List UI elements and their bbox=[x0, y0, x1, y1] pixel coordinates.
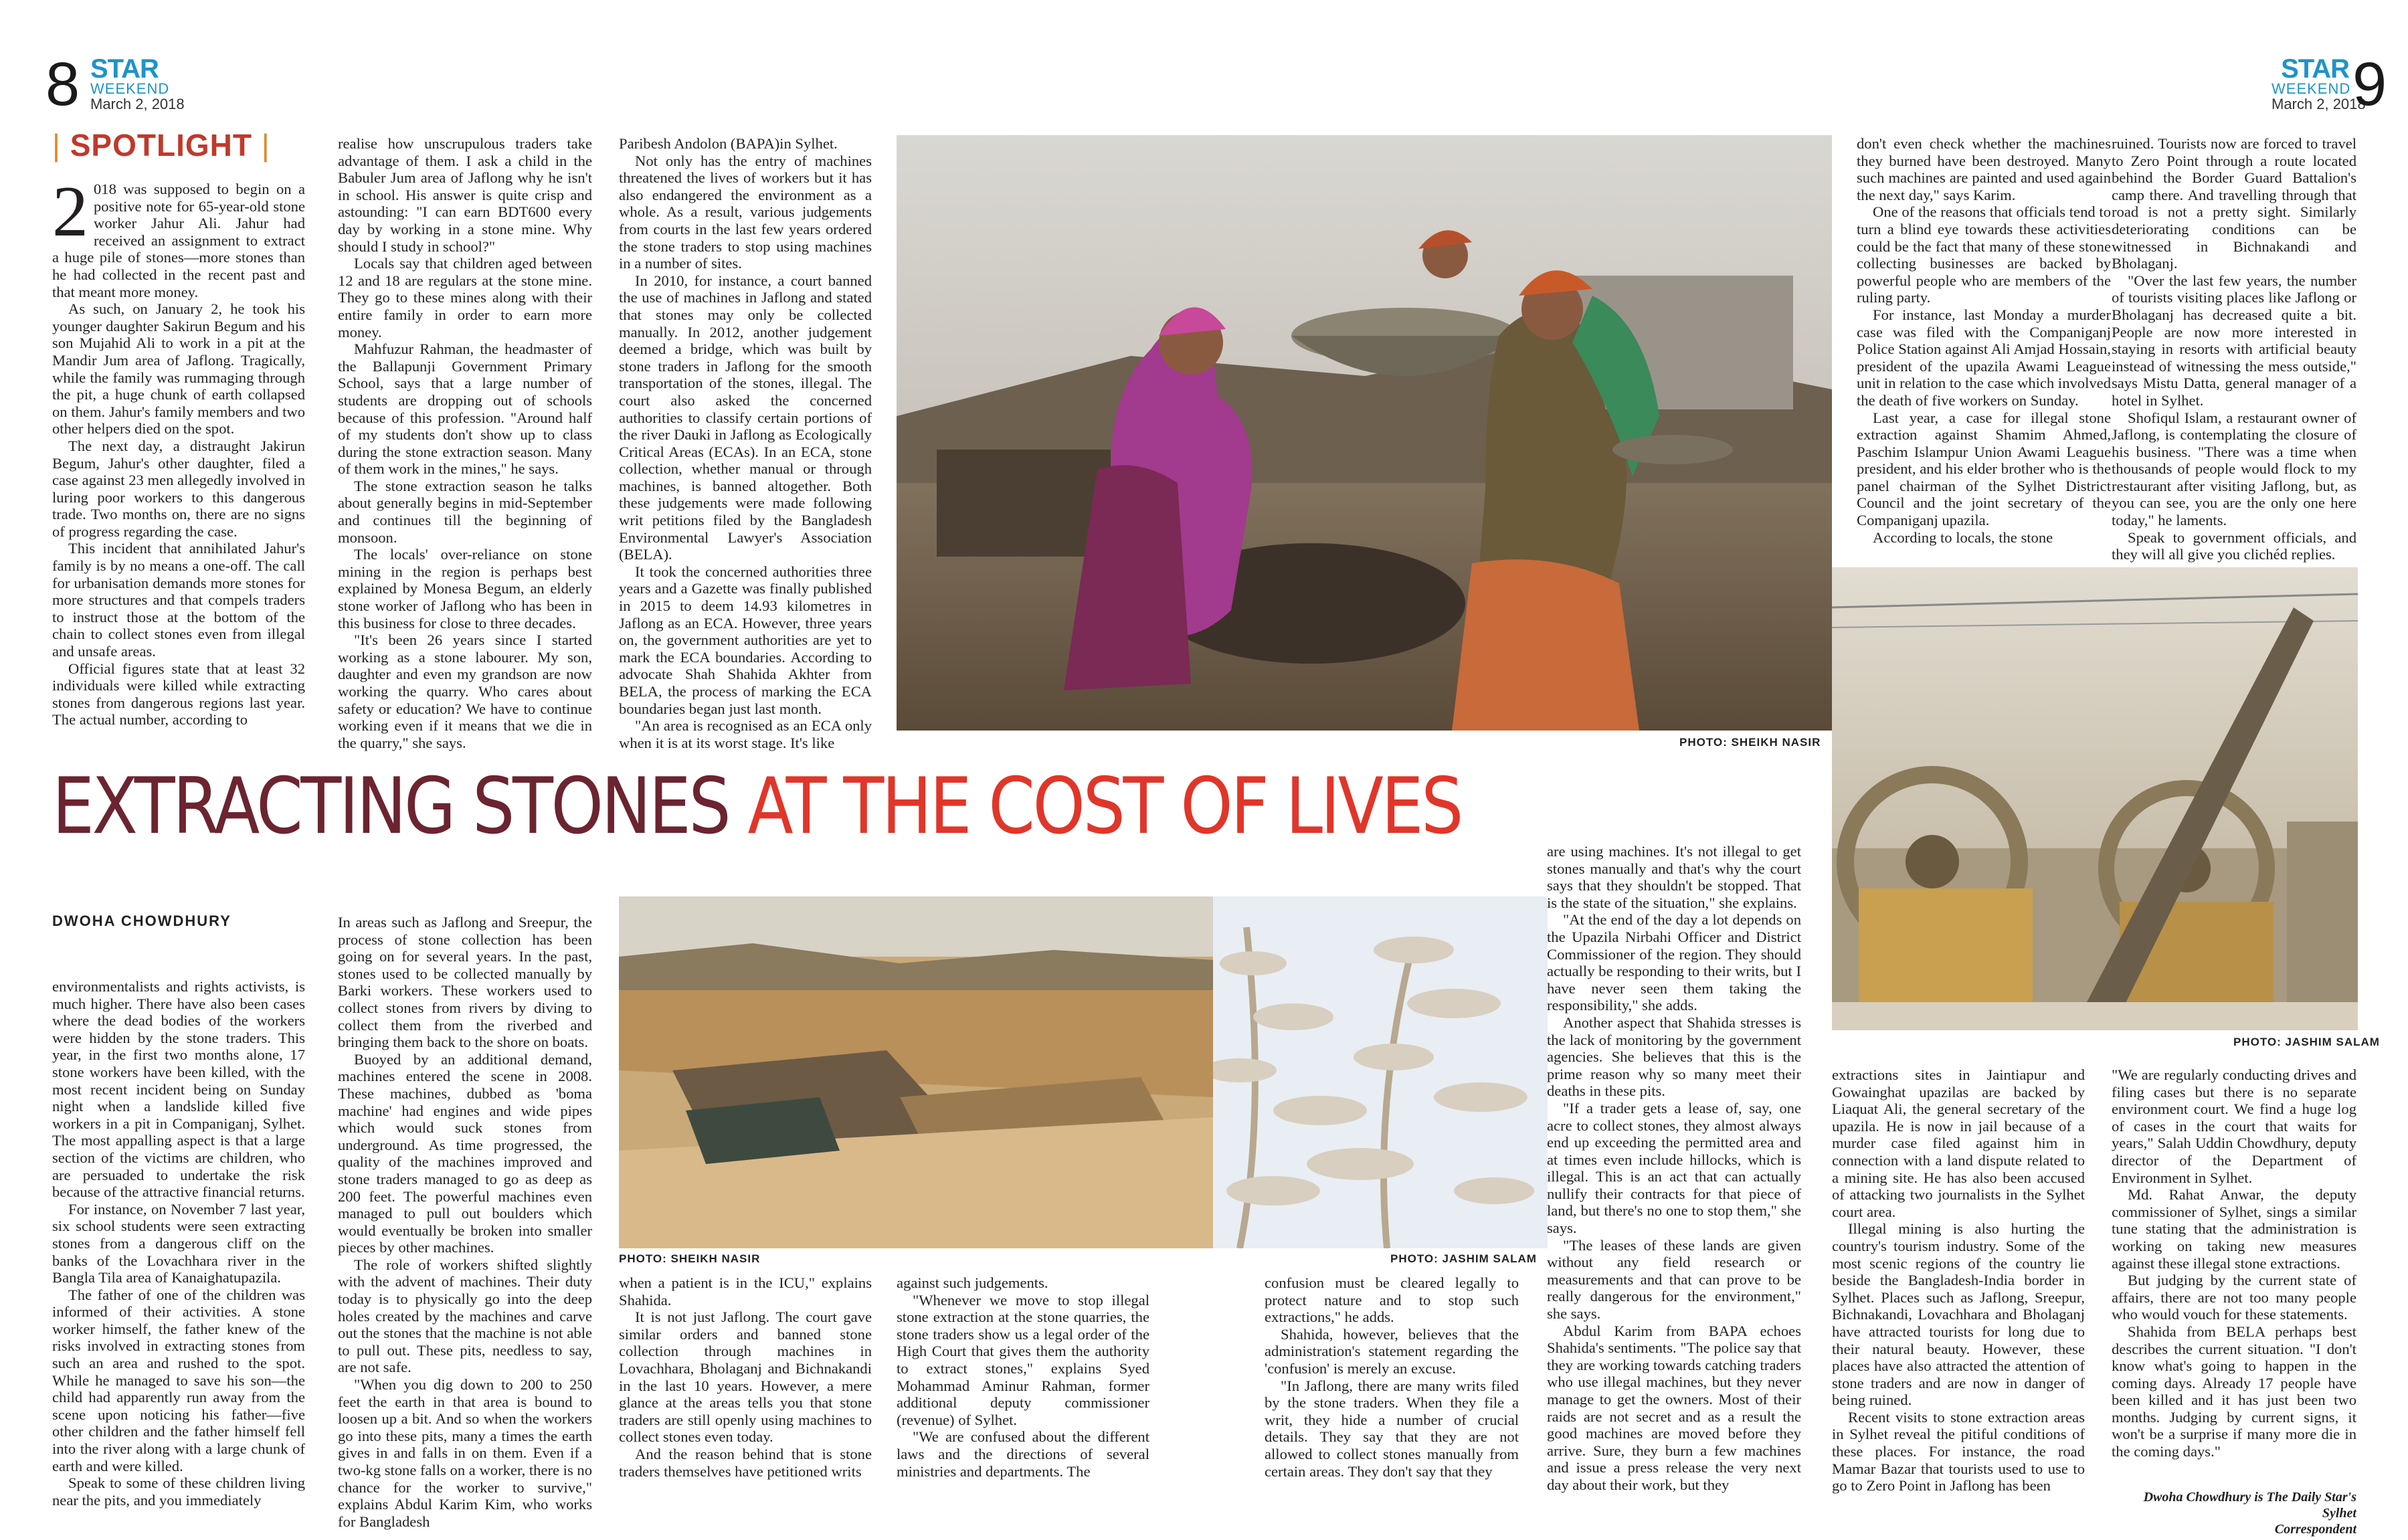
photo-credit-right: PHOTO: JASHIM SALAM bbox=[2233, 1036, 2380, 1048]
paragraph: don't even check whether the machines they burned have been destroyed. Many such machines are painted and used again the next day," says Karim. bbox=[1857, 135, 2111, 203]
paragraph: "If a trader gets a lease of, say, one acre to collect stones, they almost always end up exceeding the permitted area and at times even include hillocks, which is illegal. This is an act that can actually nullify their contracts for that piece of land, but there's no one to stop them," she says. bbox=[1547, 1099, 1801, 1237]
paragraph: "When you dig down to 200 to 250 feet the earth in that area is bound to loosen up a bit. And so when the workers go into these pits, many a times the earth gives in and falls in on them. Even if a two-kg stone falls on a worker, there is no chance for the worker to survive," explains Abdul Karim Kim, who works for Bangladesh bbox=[338, 1376, 592, 1530]
paragraph: Illegal mining is also hurting the country's tourism industry. Some of the most scenic regions of the country lie beside the Bangladesh-India border in Sylhet. Places such as Jaflong, Sreepur, Bichnakandi, Lovachhara and Bholaganj have attracted tourists for long due to their natural beauty. However, these places have also attracted the attention of stone traders and are now in danger of being ruined. bbox=[1832, 1220, 2085, 1409]
article-column-b6 bbox=[1547, 843, 1801, 1494]
paragraph: Shahida, however, believes that the administration's statement regarding the 'confusion' is merely an excuse. bbox=[1265, 1325, 1519, 1377]
paragraph: Recent visits to stone extraction areas in Sylhet reveal the pitiful conditions of these places. For instance, the road Mamar Bazar that tourists used to use to go to Zero Point in Jaflong has been bbox=[1832, 1408, 2085, 1495]
photo-dust-covered-plant bbox=[1213, 896, 1548, 1248]
masthead-right bbox=[2272, 54, 2366, 112]
paragraph: In 2010, for instance, a court banned the use of machines in Jaflong and stated that stones may only be collected manually. In 2012, another judgement deemed a bridge, which was built by stone traders in Jaflong for the smooth transportation of the stones, illegal. The court also asked the concerned authorities to classify certain portions of the river Dauki in Jaflong as Ecologically Critical Areas (ECAs). In an ECA, stone collection, whether manual or through machines, is banned altogether. Both these judgements were made following writ petitions filed by the Bangladesh Environmental Lawyer's Association (BELA). bbox=[619, 272, 872, 563]
headline-part-1: EXTRACTING STONES bbox=[52, 761, 729, 852]
headline bbox=[52, 760, 1461, 854]
article-column-2 bbox=[338, 135, 592, 751]
paragraph: Not only has the entry of machines threatened the lives of workers but it has also endangered the environment as a whole. As a result, various judgements from courts in the last few years ordered the stone traders to stop using machines in a number of sites. bbox=[619, 152, 872, 272]
paragraph: Official figures state that at least 32 individuals were killed while extracting stones from dangerous regions last year. The actual number, according to bbox=[52, 660, 305, 729]
paragraph: Speak to government officials, and they will all give you clichéd replies. bbox=[2112, 528, 2356, 563]
paragraph: when a patient is in the ICU," explains Shahida. bbox=[619, 1274, 872, 1309]
issue-date-left: March 2, 2018 bbox=[90, 96, 185, 112]
paragraph: This incident that annihilated Jahur's family is by no means a one-off. The call for urbanisation demands more stones for more structures and that compels traders to instruct those at the bottom of the chain to collect stones even from illegal and unsafe areas. bbox=[52, 540, 305, 660]
paragraph: Buoyed by an additional demand, machines entered the scene in 2008. These machines, dubbed as 'boma machine' had engines and wide pipes which would suck stones from underground. As time progressed, the quality of the machines improved and stone traders managed to go as deep as 200 feet. The powerful machines even managed to pull out boulders which would eventually be broken into smaller pieces by other machines. bbox=[338, 1050, 592, 1256]
paragraph: Md. Rahat Anwar, the deputy commissioner of Sylhet, sings a similar tune stating that the administration is working on taking new measures against these illegal stone extractions. bbox=[2112, 1186, 2356, 1272]
paragraph: The locals' over-reliance on stone mining in the region is perhaps best explained by Monesa Begum, an elderly stone worker of Jaflong who has been in this business for close to three decades. bbox=[338, 546, 592, 632]
paragraph: It took the concerned authorities three years and a Gazette was finally published in 2015 to deem 14.93 kilometres in Jaflong as an ECA. However, three years on, the government authorities are yet to mark the ECA boundaries. According to advocate Shah Shahida Akhter from BELA, the process of marking the ECA boundaries began just last month. bbox=[619, 563, 872, 717]
author-note bbox=[2112, 1489, 2356, 1537]
paragraph: "In Jaflong, there are many writs filed by the stone traders. When they file a writ, they hide a number of crucial details. They say that they are not allowed to collect stones manually from certain areas. They don't say that they bbox=[1265, 1377, 1519, 1480]
paragraph: "The leases of these lands are given without any field research or measurements and that can prove to be really dangerous for the environment," she says. bbox=[1547, 1236, 1801, 1323]
paragraph: Mahfuzur Rahman, the headmaster of the Ballapunji Government Primary School, says that a large number of students are dropping out of schools because of this profession. "Around half of my students don't show up to class during the stone extraction season. Many of them work in the mines," he says. bbox=[338, 341, 592, 478]
paragraph: ruined. Tourists now are forced to travel to Zero Point through a route located behind the Border Guard Battalion's camp there. And travelling through that road is not a pretty sight. Similarly deteriorating conditions can be witnessed in Bichnakandi and Bholaganj. bbox=[2112, 135, 2356, 272]
paragraph: For instance, on November 7 last year, six school students were seen extracting stones from a dangerous cliff on the banks of the Lovachhara river in the Bangla Tila area of Kanaighatupazila. bbox=[52, 1200, 305, 1286]
section-label-text: SPOTLIGHT bbox=[70, 128, 252, 163]
article-column-4 bbox=[1857, 135, 2111, 546]
masthead-left bbox=[90, 56, 185, 112]
author-note-line-1: Dwoha Chowdhury is The Daily Star's Sylhet bbox=[2143, 1490, 2356, 1521]
byline: DWOHA CHOWDHURY bbox=[52, 912, 231, 929]
issue-date-right: March 2, 2018 bbox=[2272, 96, 2366, 112]
sub-brand: WEEKEND bbox=[2272, 80, 2351, 97]
left-page-number: 8 bbox=[45, 50, 80, 118]
paragraph: against such judgements. bbox=[897, 1274, 1048, 1291]
paragraph: Abdul Karim from BAPA echoes Shahida's sentiments. "The police say that they are working towards catching traders who use illegal machines, but they never manage to get the owners. Most of their raids are not secret and as a result the good machines are moved before they arrive. Sure, they burn a few machines and issue a press release the very next day about their work, but they bbox=[1547, 1322, 1801, 1493]
paragraph: "An area is recognised as an ECA only when it is at its worst stage. It's like bbox=[619, 717, 872, 751]
paragraph: extractions sites in Jaintiapur and Gowainghat upazilas are backed by Liaquat Ali, the general secretary of the upazila. He is now in jail because of a murder case filed against him in connection with a land dispute related to a mining site. He has also been accused of attacking two journalists in the Sylhet court area. bbox=[1832, 1066, 2085, 1220]
article-column-b1 bbox=[52, 978, 305, 1509]
article-column-5 bbox=[2112, 135, 2356, 563]
paragraph: For instance, last Monday a murder case was filed with the Companiganj Police Station against Ali Amjad Hossain, president of the upazila Awami League unit in relation to the case which involved the death of five workers on Sunday. bbox=[1857, 306, 2111, 409]
headline-part-2: AT THE COST OF LIVES bbox=[747, 761, 1461, 852]
paragraph: Shahida from BELA perhaps best describes the current situation. "I don't know what's going to happen in the coming days. Already 17 people have been killed and it has just been two months. Judging by current signs, it won't be a surprise if many more die in the coming days." bbox=[2112, 1323, 2356, 1460]
paragraph: are using machines. It's not illegal to get stones manually and that's why the court says that they shouldn't be stopped. That is the state of the situation," she explains. bbox=[1547, 843, 1801, 911]
right-page-number: 9 bbox=[2352, 50, 2387, 118]
photo-stone-crushing-machines bbox=[1832, 567, 2358, 1030]
paragraph: "Over the last few years, the number of tourists visiting places like Jaflong or Bholaganj has decreased quite a bit. People are now more interested in staying in resorts with artificial beauty instead of witnessing the mess outside," says Mistu Datta, general manager of a hotel in Sylhet. bbox=[2112, 272, 2356, 409]
paragraph: 018 was supposed to begin on a positive note for 65-year-old stone worker Jahur Ali. Jahur had received an assignment to extract a huge pile of stones—more stones than he had collected in the recent past and that meant more money. bbox=[52, 181, 305, 300]
paragraph: "We are confused about the different laws and the directions of several ministries and departments. The bbox=[897, 1428, 1149, 1480]
paragraph: In areas such as Jaflong and Sreepur, the process of stone collection has been going on for several years. In the past, stones used to be collected manually by Barki workers. These workers used to collect stones from rivers by diving to collect them from the riverbed and bringing them back to the shore on boats. bbox=[338, 914, 592, 1051]
article-column-b5 bbox=[1265, 1274, 1519, 1480]
article-column-b8 bbox=[2112, 1066, 2356, 1460]
paragraph: "Whenever we move to stop illegal stone extraction at the stone quarries, the stone traders show us a legal order of the High Court that gives them the authority to extract stones," explains Syed Mohammad Aminur Rahman, former additional deputy commissioner (revenue) of Sylhet. bbox=[897, 1291, 1149, 1428]
section-label: | SPOTLIGHT | bbox=[52, 128, 270, 163]
brand-logo: STAR bbox=[90, 54, 159, 84]
photo-quarry-landscape bbox=[619, 896, 1213, 1248]
paragraph: The stone extraction season he talks about generally begins in mid-September and continues till the beginning of monsoon. bbox=[338, 477, 592, 546]
article-column-b2 bbox=[338, 914, 592, 1530]
drop-cap: 2 bbox=[52, 172, 88, 252]
paragraph: But judging by the current state of affairs, there are not too many people who would vouch for these statements. bbox=[2112, 1272, 2356, 1323]
paragraph: Shofiqul Islam, a restaurant owner of Jaflong, is contemplating the closure of his business. "There was a time when thousands of people would flock to my restaurant after visiting Jaflong, but, as you can see, you are the only one here today," he laments. bbox=[2112, 409, 2356, 529]
paragraph: Speak to some of these children living near the pits, and you immediately bbox=[52, 1474, 305, 1509]
paragraph: As such, on January 2, he took his younger daughter Sakirun Begum and his son Mujahid Ali to work in a pit at the Mandir Jum area of Jaflong. Tragically, while the family was rummaging through the pit, a huge chunk of earth collapsed on them. Jahur's family members and two other helpers died on the spot. bbox=[52, 300, 305, 438]
paragraph: According to locals, the stone bbox=[1873, 528, 2053, 546]
photo-credit-dusty-plant: PHOTO: JASHIM SALAM bbox=[1390, 1252, 1537, 1265]
article-column-b3 bbox=[619, 1274, 872, 1480]
paragraph: "It's been 26 years since I started working as a stone labourer. My son, daughter and even my grandson are now working the quarry. Who cares about safety or education? We have to continue working even if it means that we die in the quarry," she says. bbox=[338, 632, 592, 751]
paragraph: The father of one of the children was informed of their activities. A stone worker himself, the father knew of the risks involved in extracting stones from such an area and rushed to the spot. While he managed to save his son—the child had apparently run away from the scene upon noticing his father—five other children and the father himself fell into the river along with a large chunk of earth and were killed. bbox=[52, 1286, 305, 1474]
photo-credit-top: PHOTO: SHEIKH NASIR bbox=[1679, 736, 1821, 749]
paragraph: Last year, a case for illegal stone extraction against Shamim Ahmed, Paschim Islampur Union Awami League president, and his elder brother who is the panel chairman of the Sylhet District Council and the joint secretary of the Companiganj upazila. bbox=[1857, 409, 2111, 529]
paragraph: One of the reasons that officials tend to turn a blind eye towards these activities could be the fact that many of these stone collecting businesses are backed by powerful people who are members of the ruling party. bbox=[1857, 203, 2111, 306]
article-column-3 bbox=[619, 135, 872, 751]
paragraph: And the reason behind that is stone traders themselves have petitioned writs bbox=[619, 1445, 872, 1480]
article-column-b7 bbox=[1832, 1066, 2085, 1495]
paragraph: It is not just Jaflong. The court gave similar orders and banned stone collection through machines in Lovachhara, Bholaganj and Bichnakandi in the last 10 years. However, a mere glance at the areas tells you that stone traders are still openly using machines to collect stones even today. bbox=[619, 1309, 872, 1446]
paragraph: "We are regularly conducting drives and filing cases but there is no separate environment court. We find a huge log of cases in the court that waits for years," Salah Uddin Chowdhury, deputy director of the Department of Environment in Sylhet. bbox=[2112, 1066, 2356, 1186]
photo-credit-quarry: PHOTO: SHEIKH NASIR bbox=[619, 1252, 761, 1265]
paragraph: Locals say that children aged between 12 and 18 are regulars at the stone mine. They go to these mines along with their entire family in order to earn more money. bbox=[338, 255, 592, 341]
paragraph: confusion must be cleared legally to protect nature and to stop such extractions," he adds. bbox=[1265, 1274, 1519, 1326]
paragraph: Another aspect that Shahida stresses is the lack of monitoring by the government agencies. She believes that this is the prime reason why so many meet their deaths in these pits. bbox=[1547, 1014, 1801, 1100]
paragraph: The next day, a distraught Jakirun Begum, Jahur's other daughter, filed a case against 23 men allegedly involved in luring poor workers to this dangerous trade. Two months on, there are no signs of progress regarding the case. bbox=[52, 437, 305, 540]
paragraph: The role of workers shifted slightly with the advent of machines. Their duty today is to physically go into the deep holes created by the machines and carve out the stones that the machine is not able to pull out. These pits, needless to say, are not safe. bbox=[338, 1256, 592, 1376]
paragraph: Paribesh Andolon (BAPA)in Sylhet. bbox=[619, 135, 838, 152]
article-column-1 bbox=[52, 172, 305, 729]
article-column-b4 bbox=[897, 1274, 1149, 1480]
paragraph: "At the end of the day a lot depends on the Upazila Nirbahi Officer and District Commissioner of the region. They should actually be responding to their writs, but I have never seen them taking the responsibility," she adds. bbox=[1547, 911, 1801, 1014]
author-note-line-2: Correspondent bbox=[2274, 1522, 2356, 1537]
paragraph: environmentalists and rights activists, is much higher. There have also been cases where the dead bodies of the workers were hidden by the stone traders. This year, in the first two months alone, 17 stone workers have been killed, with the most recent incident being on Sunday night when a landslide killed five workers in a pit in Companiganj, Sylhet. The most appalling aspect is that a large section of the victims are children, who are persuaded to undertake the risk because of the attractive financial returns. bbox=[52, 978, 305, 1201]
brand-logo: STAR bbox=[2281, 54, 2349, 84]
photo-women-carrying-stones bbox=[897, 135, 1832, 731]
paragraph: realise how unscrupulous traders take advantage of them. I ask a child in the Babuler Jum area of Jaflong why he isn't in school. His answer is quite crisp and astounding: "I can earn BDT600 every day by working in a stone mine. Why should I study in school?" bbox=[338, 135, 592, 255]
sub-brand: WEEKEND bbox=[90, 80, 170, 97]
